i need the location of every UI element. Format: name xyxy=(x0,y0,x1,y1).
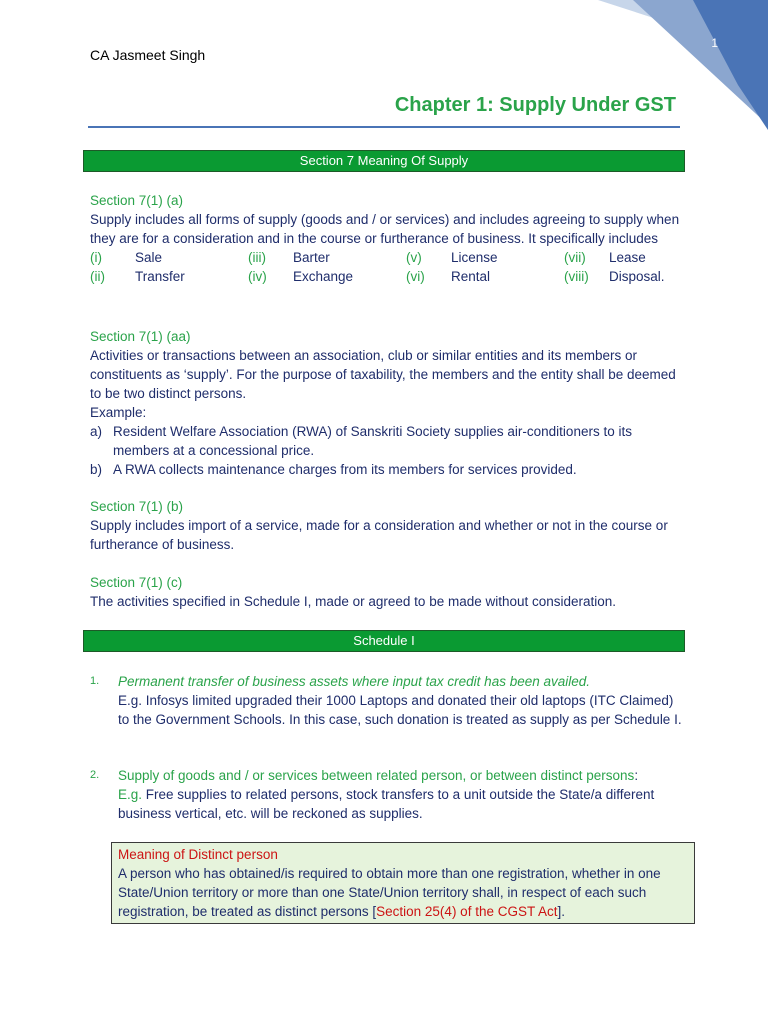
list-item-label: Sale xyxy=(135,250,163,265)
section-heading: Section 7(1) (aa) xyxy=(90,329,191,344)
distinct-person-box xyxy=(111,842,695,924)
eg-text: Free supplies to related persons, stock transfers to a unit outside the State/a different business vertical, etc. will be reckoned as supplies. xyxy=(118,787,655,821)
section-heading: Section 7(1) (a) xyxy=(90,193,184,208)
list-item-num: (ii) xyxy=(90,269,105,284)
schedule-1-banner: Schedule I xyxy=(83,630,685,652)
section-text: The activities specified in Schedule I, made or agreed to be made without consideration. xyxy=(90,594,617,609)
item-text: E.g. Infosys limited upgraded their 1000 Laptops and donated their old laptops (ITC Claimed) to the Government Schools. In this case, such donation is treated as supply as per Schedule I. xyxy=(118,693,682,727)
list-item-num: (vii) xyxy=(564,250,586,265)
item-title: Permanent transfer of business assets where input tax credit has been availed. xyxy=(118,674,591,689)
section-7-banner: Section 7 Meaning Of Supply xyxy=(83,150,685,172)
example-marker: a) xyxy=(90,424,103,439)
list-item-num: (v) xyxy=(406,250,422,265)
page-number: 1 xyxy=(711,36,718,50)
list-item-label: Transfer xyxy=(135,269,185,284)
section-7-1-b xyxy=(90,497,686,554)
section-7-1-c xyxy=(90,573,686,611)
list-item-num: (vi) xyxy=(406,269,425,284)
section-reference: Section 25(4) of the CGST Act xyxy=(376,904,558,919)
item-number: 1. xyxy=(90,675,100,687)
example-marker: b) xyxy=(90,462,103,477)
box-end: ]. xyxy=(557,904,565,919)
title-underline xyxy=(88,126,680,128)
eg-label: E.g. xyxy=(118,787,143,802)
list-item-num: (iii) xyxy=(248,250,266,265)
box-body: A person who has obtained/is required to obtain more than one registration, whether in one State/Union territory or more than one State/Union territory shall, in respect of each such registration, be treated as distinct persons [ xyxy=(118,866,661,919)
item-title: Supply of goods and / or services between related person, or between distinct persons xyxy=(118,768,635,783)
schedule-item-2 xyxy=(90,766,686,823)
author-name: CA Jasmeet Singh xyxy=(90,47,206,63)
supply-forms-grid xyxy=(90,248,686,286)
example-label: Example: xyxy=(90,405,147,420)
example-text: A RWA collects maintenance charges from its members for services provided. xyxy=(113,462,577,477)
example-text: Resident Welfare Association (RWA) of Sanskriti Society supplies air-conditioners to its members at a concessional price. xyxy=(113,424,632,458)
box-heading: Meaning of Distinct person xyxy=(118,847,278,862)
list-item-label: License xyxy=(451,250,498,265)
item-title-colon: : xyxy=(634,768,639,783)
box-text xyxy=(118,864,688,921)
list-item-label: Lease xyxy=(609,250,646,265)
item-title-line xyxy=(118,766,686,785)
list-item-num: (viii) xyxy=(564,269,589,284)
list-item-num: (iv) xyxy=(248,269,267,284)
section-text: Supply includes all forms of supply (goods and / or services) and includes agreeing to supply when they are for a consideration and in the course or furtherance of business. It specifically includes xyxy=(90,212,680,246)
chapter-title: Chapter 1: Supply Under GST xyxy=(394,94,676,116)
example-item xyxy=(90,460,686,479)
list-item-num: (i) xyxy=(90,250,102,265)
section-heading: Section 7(1) (c) xyxy=(90,575,183,590)
item-number: 2. xyxy=(90,769,100,781)
example-item xyxy=(90,422,686,460)
list-item-label: Rental xyxy=(451,269,491,284)
schedule-item-1 xyxy=(90,672,686,729)
section-text: Supply includes import of a service, made for a consideration and whether or not in the course or furtherance of business. xyxy=(90,518,668,552)
section-7-1-a xyxy=(90,191,686,286)
section-7-1-aa xyxy=(90,327,686,479)
list-item-label: Exchange xyxy=(293,269,354,284)
section-heading: Section 7(1) (b) xyxy=(90,499,184,514)
section-text: Activities or transactions between an association, club or similar entities and its members or constituents as ‘supply’. For the purpose of taxability, the members and the entity shall be deemed to be two distinct persons. xyxy=(90,348,676,401)
list-item-label: Disposal. xyxy=(609,269,665,284)
item-text xyxy=(118,785,686,823)
list-item-label: Barter xyxy=(293,250,330,265)
